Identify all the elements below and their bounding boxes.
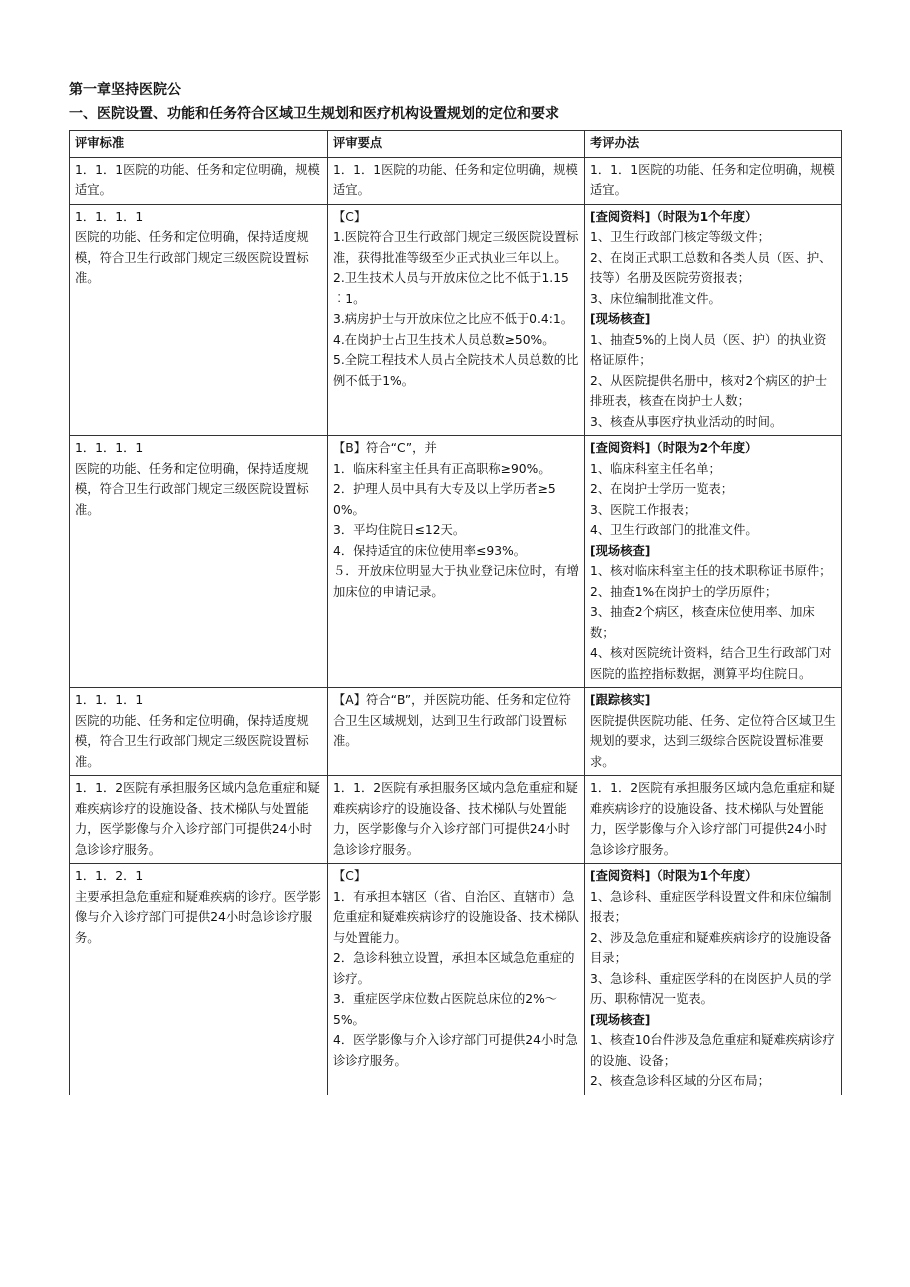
cell-line: 1、核查10台件涉及急危重症和疑难疾病诊疗的设施、设备； xyxy=(590,1033,835,1068)
cell-line: 2、抽查1%在岗护士的学历原件； xyxy=(590,584,778,599)
cell-line: 1、抽查5%的上岗人员（医、护）的执业资格证原件； xyxy=(590,332,827,367)
cell-line: 医院提供医院功能、任务、定位符合区域卫生规划的要求，达到三级综合医院设置标准要 xyxy=(590,713,836,748)
cell-line: ５．开放床位明显大于执业登记床位时，有增加床位的申请记录。 xyxy=(333,564,579,599)
document-page xyxy=(69,80,841,1095)
cell-line: 5.全院工程技术人员占全院技术人员总数的比例不低于1%。 xyxy=(333,353,579,388)
table-row xyxy=(70,864,842,1095)
header-method: 考评办法 xyxy=(585,131,842,158)
cell-line: 【A】符合“B”，并医院功能、任务和定位符合卫生区域规划，达到卫生行政部门设置标准。 xyxy=(333,693,571,748)
cell-line: 1．1．1医院的功能、任务和定位明确，规模适宜。 xyxy=(75,162,320,197)
cell-line: 2．急诊科独立设置，承担本区域急危重症的诊疗。 xyxy=(333,951,575,986)
cell-line: 4.在岗护士占卫生技术人员总数≥50%。 xyxy=(333,332,555,347)
cell-line: 2、在岗护士学历一览表； xyxy=(590,482,734,496)
key-points-cell xyxy=(328,688,585,776)
cell-line: [查阅资料]（时限为1个年度） xyxy=(590,209,758,224)
cell-line: 3.病房护士与开放床位之比应不低于0.4:1。 xyxy=(333,312,574,326)
key-points-cell xyxy=(328,776,585,864)
table-row xyxy=(70,204,842,436)
table-row xyxy=(70,688,842,776)
cell-line: [查阅资料]（时限为1个年度） xyxy=(590,869,758,883)
cell-line: 4．保持适宜的床位使用率≤93%。 xyxy=(333,543,527,558)
cell-line: 1．临床科室主任具有正高职称≥90%。 xyxy=(333,461,551,476)
method-cell xyxy=(585,436,842,688)
key-points-cell xyxy=(328,157,585,204)
cell-line: 3．平均住院日≤12天。 xyxy=(333,523,466,537)
table-header-row xyxy=(70,131,842,158)
cell-line: 4、核对医院统计资料，结合卫生行政部门对医院的监控指标数据，测算平均住院日。 xyxy=(590,646,832,681)
key-points-cell xyxy=(328,436,585,688)
header-key-points: 评审要点 xyxy=(328,131,585,158)
table-row xyxy=(70,157,842,204)
section-title: 一、医院设置、功能和任务符合区域卫生规划和医疗机构设置规划的定位和要求 xyxy=(69,106,559,122)
cell-line: [查阅资料]（时限为2个年度） xyxy=(590,441,758,455)
cell-line: 1．1．1．1 xyxy=(75,209,144,224)
cell-line: 3、急诊科、重症医学科的在岗医护人员的学历、职称情况一览表。 xyxy=(590,971,832,1006)
cell-line: 3、抽查2个病区，核查床位使用率、加床数； xyxy=(590,605,815,640)
standard-cell xyxy=(70,204,328,436)
cell-line: 3、医院工作报表； xyxy=(590,502,697,517)
standards-table xyxy=(69,130,842,1095)
cell-line: 3、核查从事医疗执业活动的时间。 xyxy=(590,414,783,429)
cell-line: 1、急诊科、重症医学科设置文件和床位编制报表； xyxy=(590,889,832,924)
cell-line: 1．1．2医院有承担服务区域内急危重症和疑难疾病诊疗的设施设备、技术梯队与处置能力，医学影像与介入诊疗部门可提供24小时急诊诊疗服务。 xyxy=(75,781,320,857)
cell-line: 主要承担急危重症和疑难疾病的诊疗。医学影像与介入诊疗部门可提供24小时急诊诊疗服务。 xyxy=(75,889,321,945)
method-cell xyxy=(585,157,842,204)
cell-line: 1、核对临床科室主任的技术职称证书原件； xyxy=(590,564,832,578)
cell-line: 1．1．1．1 xyxy=(75,441,144,455)
cell-line: 2.卫生技术人员与开放床位之比不低于1.15︰1。 xyxy=(333,271,569,306)
cell-line: [现场核查] xyxy=(590,312,651,326)
standard-cell xyxy=(70,157,328,204)
cell-line: 1．1．2．1 xyxy=(75,869,144,883)
cell-line: 【C】 xyxy=(333,209,367,224)
cell-line: 4、卫生行政部门的批准文件。 xyxy=(590,523,758,537)
cell-line: 1．1．1医院的功能、任务和定位明确，规模适宜。 xyxy=(333,162,578,197)
cell-line: 2、涉及急危重症和疑难疾病诊疗的设施设备目录； xyxy=(590,930,832,965)
standard-cell xyxy=(70,864,328,1095)
key-points-cell xyxy=(328,864,585,1095)
cell-line: 1.医院符合卫生行政部门规定三级医院设置标准，获得批准等级至少正式执业三年以上。 xyxy=(333,230,579,265)
cell-line: [现场核查] xyxy=(590,543,651,558)
cell-line: 1、卫生行政部门核定等级文件； xyxy=(590,230,770,244)
header-standard: 评审标准 xyxy=(70,131,328,158)
cell-line: 2．护理人员中具有大专及以上学历者≥50%。 xyxy=(333,482,556,517)
cell-line: 医院的功能、任务和定位明确，保持适度规模，符合卫生行政部门规定三级医院设置标准。 xyxy=(75,230,309,285)
cell-line: 4．医学影像与介入诊疗部门可提供24小时急诊诊疗服务。 xyxy=(333,1033,578,1068)
cell-line: 1．1．2医院有承担服务区域内急危重症和疑难疾病诊疗的设施设备、技术梯队与处置能力，医学影像与介入诊疗部门可提供24小时急诊诊疗服务。 xyxy=(333,781,578,857)
cell-line: 医院的功能、任务和定位明确，保持适度规模，符合卫生行政部门规定三级医院设置标准。 xyxy=(75,713,309,769)
standard-cell xyxy=(70,688,328,776)
cell-line: 3、床位编制批准文件。 xyxy=(590,291,721,306)
chapter-title: 第一章坚持医院公 xyxy=(69,82,181,98)
table-row xyxy=(70,436,842,688)
cell-line: 2、在岗正式职工总数和各类人员（医、护、技等）名册及医院劳资报表； xyxy=(590,250,832,285)
cell-line: 1．有承担本辖区（省、自治区、直辖市）急危重症和疑难疾病诊疗的设施设备、技术梯队与处置能力。 xyxy=(333,889,579,945)
cell-line: 1．1．1医院的功能、任务和定位明确，规模适宜。 xyxy=(590,162,835,197)
cell-line: 求。 xyxy=(590,754,615,769)
cell-line: 2、核查急诊科区域的分区布局； xyxy=(590,1074,770,1088)
method-cell xyxy=(585,864,842,1095)
cell-line: 医院的功能、任务和定位明确，保持适度规模，符合卫生行政部门规定三级医院设置标准。 xyxy=(75,461,309,517)
method-cell xyxy=(585,688,842,776)
cell-line: 1．1．2医院有承担服务区域内急危重症和疑难疾病诊疗的设施设备、技术梯队与处置能力，医学影像与介入诊疗部门可提供24小时急诊诊疗服务。 xyxy=(590,781,835,857)
table-row xyxy=(70,776,842,864)
cell-line: 2、从医院提供名册中，核对2个病区的护士排班表，核查在岗护士人数； xyxy=(590,373,827,408)
method-cell xyxy=(585,776,842,864)
standard-cell xyxy=(70,436,328,688)
key-points-cell xyxy=(328,204,585,436)
cell-line: 3．重症医学床位数占医院总床位的2%～5%。 xyxy=(333,992,558,1027)
standard-cell xyxy=(70,776,328,864)
cell-line: 【C】 xyxy=(333,869,367,883)
cell-line: 1．1．1．1 xyxy=(75,693,144,707)
cell-line: [现场核查] xyxy=(590,1012,651,1027)
cell-line: 【B】符合“C”，并 xyxy=(333,441,437,455)
method-cell xyxy=(585,204,842,436)
cell-line: 1、临床科室主任名单； xyxy=(590,461,721,476)
cell-line: [跟踪核实] xyxy=(590,693,651,707)
